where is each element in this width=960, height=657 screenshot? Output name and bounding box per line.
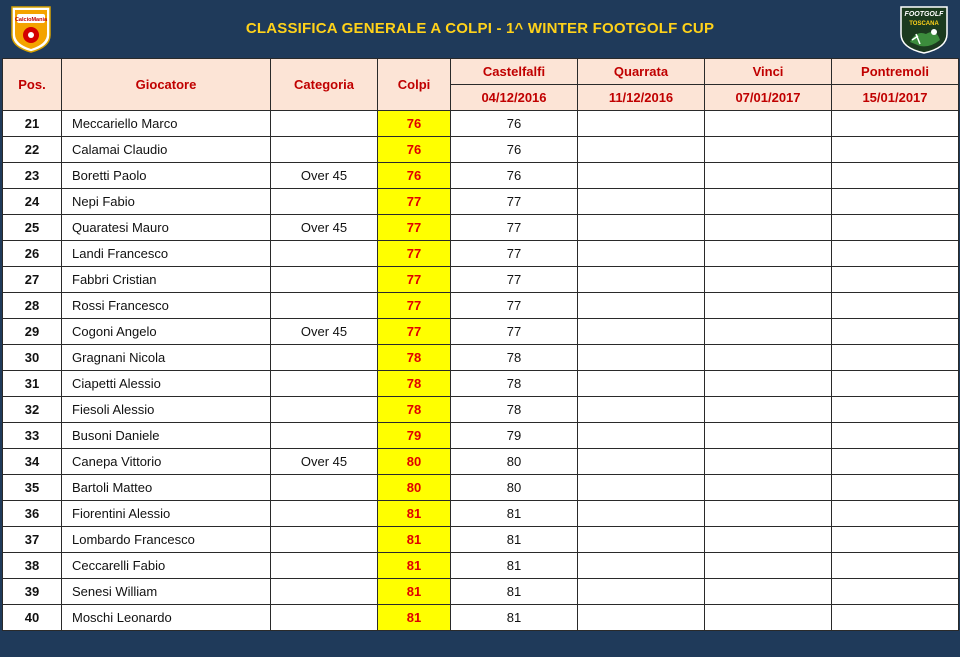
cell-player-name: Fabbri Cristian [62,267,271,293]
cell-round-2 [578,527,705,553]
cell-total-colpi: 76 [378,137,451,163]
cell-round-3 [705,579,832,605]
cell-total-colpi: 77 [378,267,451,293]
cell-category: Over 45 [271,163,378,189]
cell-round-1: 81 [451,579,578,605]
cell-player-name: Bartoli Matteo [62,475,271,501]
cell-round-4 [832,527,959,553]
cell-category: Over 45 [271,319,378,345]
cell-position: 38 [3,553,62,579]
cell-category [271,137,378,163]
cell-player-name: Calamai Claudio [62,137,271,163]
cell-round-2 [578,189,705,215]
round-date-4: 15/01/2017 [832,85,959,111]
cell-category [271,189,378,215]
cell-round-2 [578,475,705,501]
cell-position: 37 [3,527,62,553]
cell-category [271,293,378,319]
table-row [3,501,959,527]
cell-round-4 [832,189,959,215]
page-title: CLASSIFICA GENERALE A COLPI - 1^ WINTER FOOTGOLF CUP [245,20,715,37]
round-venue-1: Castelfalfi [451,59,578,85]
cell-category [271,553,378,579]
cell-round-2 [578,293,705,319]
cell-round-3 [705,605,832,631]
cell-total-colpi: 76 [378,163,451,189]
cell-round-1: 76 [451,163,578,189]
cell-round-2 [578,163,705,189]
cell-round-2 [578,137,705,163]
cell-round-1: 76 [451,137,578,163]
cell-round-1: 77 [451,293,578,319]
cell-round-3 [705,163,832,189]
cell-round-3 [705,215,832,241]
svg-text:TOSCANA: TOSCANA [909,21,939,27]
cell-player-name: Fiorentini Alessio [62,501,271,527]
cell-position: 33 [3,423,62,449]
cell-round-4 [832,475,959,501]
cell-round-3 [705,397,832,423]
cell-player-name: Nepi Fabio [62,189,271,215]
cell-round-2 [578,397,705,423]
cell-category [271,241,378,267]
cell-round-3 [705,293,832,319]
cell-player-name: Fiesoli Alessio [62,397,271,423]
cell-round-4 [832,111,959,137]
cell-round-4 [832,423,959,449]
cell-player-name: Rossi Francesco [62,293,271,319]
cell-total-colpi: 78 [378,345,451,371]
cell-position: 32 [3,397,62,423]
cell-category: Over 45 [271,215,378,241]
round-date-3: 07/01/2017 [705,85,832,111]
cell-round-4 [832,553,959,579]
cell-round-4 [832,267,959,293]
cell-round-3 [705,345,832,371]
table-row [3,371,959,397]
cell-round-3 [705,319,832,345]
cell-round-4 [832,345,959,371]
cell-round-3 [705,501,832,527]
cell-position: 29 [3,319,62,345]
cell-round-1: 81 [451,553,578,579]
cell-player-name: Ciapetti Alessio [62,371,271,397]
cell-round-1: 78 [451,345,578,371]
cell-category [271,111,378,137]
table-row [3,605,959,631]
cell-round-1: 77 [451,215,578,241]
cell-category [271,397,378,423]
cell-round-4 [832,137,959,163]
cell-total-colpi: 77 [378,189,451,215]
cell-round-1: 80 [451,475,578,501]
cell-round-3 [705,137,832,163]
cell-round-4 [832,449,959,475]
table-row [3,241,959,267]
cell-position: 25 [3,215,62,241]
cell-round-2 [578,345,705,371]
cell-category: Over 45 [271,449,378,475]
cell-total-colpi: 81 [378,605,451,631]
table-row [3,397,959,423]
cell-round-2 [578,449,705,475]
cell-position: 23 [3,163,62,189]
cell-round-1: 81 [451,501,578,527]
cell-round-2 [578,423,705,449]
cell-round-2 [578,267,705,293]
cell-category [271,345,378,371]
cell-round-3 [705,527,832,553]
cell-round-1: 78 [451,371,578,397]
cell-position: 31 [3,371,62,397]
cell-round-3 [705,475,832,501]
cell-round-4 [832,241,959,267]
cell-total-colpi: 80 [378,475,451,501]
cell-category [271,371,378,397]
cell-player-name: Boretti Paolo [62,163,271,189]
cell-category [271,605,378,631]
round-venue-3: Vinci [705,59,832,85]
table-row [3,345,959,371]
cell-round-2 [578,605,705,631]
cell-total-colpi: 77 [378,293,451,319]
cell-round-3 [705,371,832,397]
cell-round-3 [705,267,832,293]
page-footer [0,634,960,657]
cell-round-3 [705,111,832,137]
cell-position: 40 [3,605,62,631]
cell-round-3 [705,189,832,215]
table-row [3,137,959,163]
table-row [3,163,959,189]
cell-round-4 [832,397,959,423]
cell-category [271,501,378,527]
cell-round-4 [832,215,959,241]
cell-category [271,475,378,501]
cell-round-4 [832,371,959,397]
cell-player-name: Moschi Leonardo [62,605,271,631]
cell-round-2 [578,319,705,345]
standings-body [3,111,959,631]
cell-position: 21 [3,111,62,137]
table-row [3,527,959,553]
table-row [3,319,959,345]
cell-round-2 [578,501,705,527]
cell-total-colpi: 81 [378,501,451,527]
cell-round-1: 81 [451,605,578,631]
cell-player-name: Gragnani Nicola [62,345,271,371]
cell-position: 34 [3,449,62,475]
round-venue-2: Quarrata [578,59,705,85]
cell-category [271,527,378,553]
table-row [3,553,959,579]
cell-round-1: 79 [451,423,578,449]
cell-total-colpi: 76 [378,111,451,137]
cell-category [271,423,378,449]
cell-round-4 [832,293,959,319]
cell-total-colpi: 77 [378,241,451,267]
cell-round-1: 80 [451,449,578,475]
cell-round-4 [832,579,959,605]
cell-round-1: 77 [451,319,578,345]
round-venue-4: Pontremoli [832,59,959,85]
cell-round-3 [705,449,832,475]
cell-position: 39 [3,579,62,605]
table-row [3,293,959,319]
col-header-player: Giocatore [62,59,271,111]
cell-round-2 [578,579,705,605]
cell-round-2 [578,371,705,397]
cell-round-3 [705,241,832,267]
cell-player-name: Landi Francesco [62,241,271,267]
cell-position: 35 [3,475,62,501]
table-row [3,111,959,137]
cell-position: 30 [3,345,62,371]
cell-round-4 [832,605,959,631]
cell-total-colpi: 81 [378,527,451,553]
table-row [3,423,959,449]
cell-round-2 [578,111,705,137]
cell-round-2 [578,553,705,579]
round-date-2: 11/12/2016 [578,85,705,111]
cell-total-colpi: 78 [378,371,451,397]
cell-total-colpi: 79 [378,423,451,449]
cell-player-name: Cogoni Angelo [62,319,271,345]
cell-round-4 [832,163,959,189]
cell-total-colpi: 77 [378,319,451,345]
col-header-pos: Pos. [3,59,62,111]
table-row [3,579,959,605]
cell-position: 24 [3,189,62,215]
table-row [3,475,959,501]
page-header [0,0,960,58]
cell-player-name: Busoni Daniele [62,423,271,449]
standings-table [2,58,959,631]
cell-total-colpi: 77 [378,215,451,241]
cell-category [271,579,378,605]
cell-round-3 [705,423,832,449]
cell-player-name: Quaratesi Mauro [62,215,271,241]
cell-position: 22 [3,137,62,163]
cell-total-colpi: 81 [378,553,451,579]
cell-round-4 [832,319,959,345]
cell-round-3 [705,553,832,579]
cell-round-4 [832,501,959,527]
cell-round-1: 77 [451,241,578,267]
cell-round-1: 77 [451,189,578,215]
cell-position: 27 [3,267,62,293]
cell-player-name: Ceccarelli Fabio [62,553,271,579]
cell-position: 26 [3,241,62,267]
cell-round-1: 76 [451,111,578,137]
table-row [3,267,959,293]
cell-position: 36 [3,501,62,527]
cell-player-name: Senesi William [62,579,271,605]
cell-category [271,267,378,293]
cell-position: 28 [3,293,62,319]
cell-player-name: Meccariello Marco [62,111,271,137]
cell-total-colpi: 80 [378,449,451,475]
table-row [3,449,959,475]
table-row [3,215,959,241]
cell-total-colpi: 78 [378,397,451,423]
svg-text:CalcioMania: CalcioMania [14,17,48,23]
footgolf-toscana-logo [898,4,950,54]
cell-round-2 [578,241,705,267]
svg-text:FOOTGOLF: FOOTGOLF [904,11,944,18]
cell-round-1: 77 [451,267,578,293]
cell-total-colpi: 81 [378,579,451,605]
cell-round-1: 81 [451,527,578,553]
cell-round-1: 78 [451,397,578,423]
col-header-colpi: Colpi [378,59,451,111]
table-row [3,189,959,215]
round-date-1: 04/12/2016 [451,85,578,111]
col-header-category: Categoria [271,59,378,111]
cell-round-2 [578,215,705,241]
cell-player-name: Canepa Vittorio [62,449,271,475]
cell-player-name: Lombardo Francesco [62,527,271,553]
